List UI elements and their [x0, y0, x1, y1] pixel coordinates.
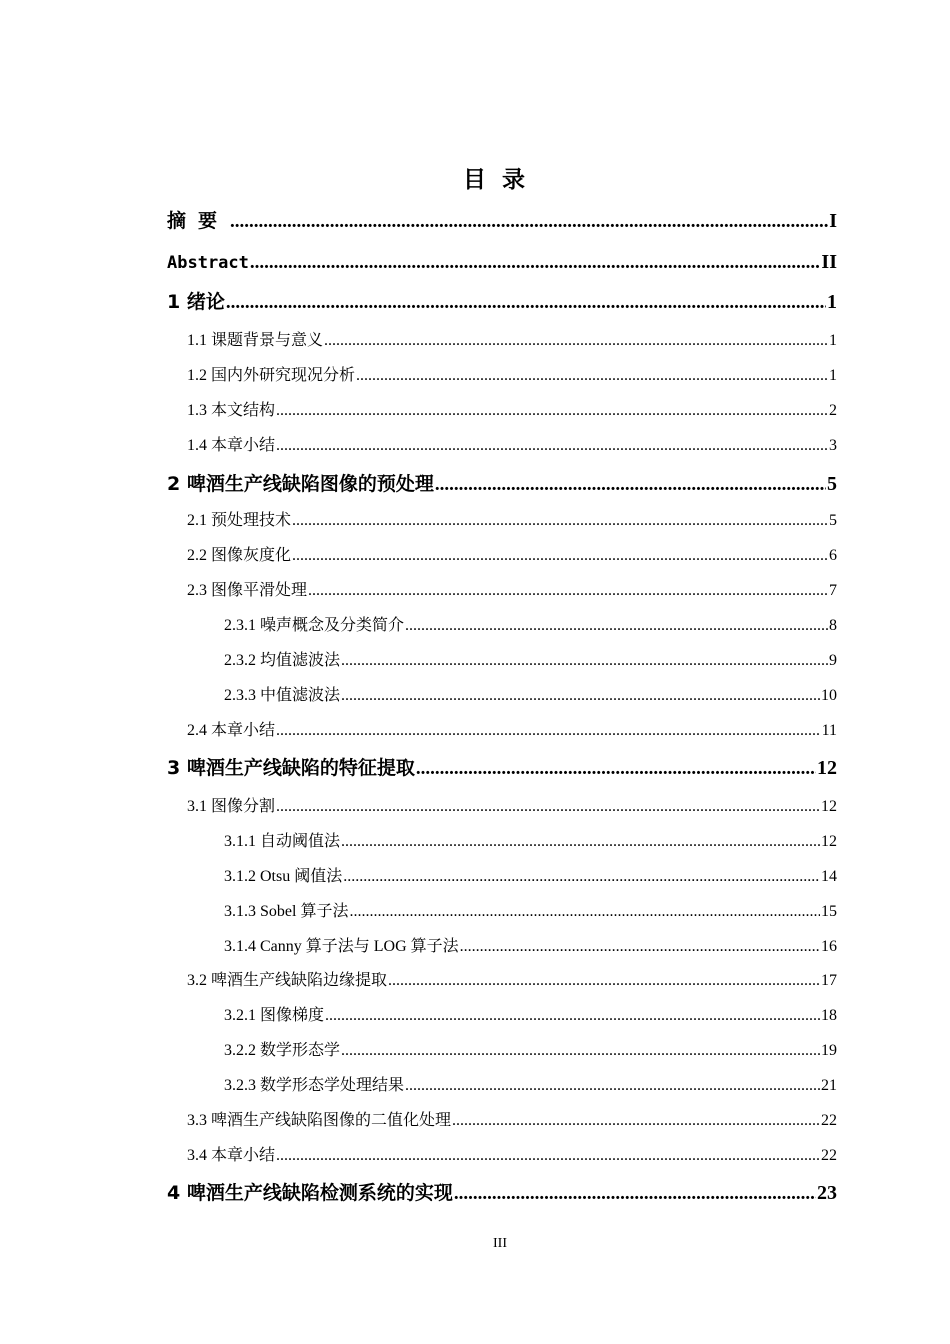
dot-leader: [292, 508, 828, 534]
toc-entry-chapter-2[interactable]: [167, 471, 837, 497]
toc-entry-section-2-2[interactable]: [187, 543, 837, 569]
toc-entry-page: 16: [821, 938, 837, 955]
toc-entry-chapter-4[interactable]: [167, 1180, 837, 1206]
toc-entry-page: 12: [817, 757, 837, 779]
toc-entry-label: 3.1 图像分割: [187, 798, 276, 815]
dot-leader: [388, 968, 820, 994]
dot-leader: [452, 1108, 820, 1134]
toc-entry-label: 3.4 本章小结: [187, 1147, 276, 1164]
dot-leader: [341, 1038, 820, 1064]
dot-leader: [226, 289, 826, 316]
page-number-footer: III: [493, 1236, 507, 1251]
toc-entry-page: 19: [821, 1042, 837, 1059]
dot-leader: [324, 328, 828, 354]
toc-title: 目录: [463, 167, 541, 193]
dot-leader: [276, 1143, 820, 1169]
toc-entry-label: 3.2 啤酒生产线缺陷边缘提取: [187, 972, 388, 989]
toc-entry-page: 12: [821, 833, 837, 850]
toc-entry-subsection-3-1-3[interactable]: [224, 899, 837, 925]
dot-leader: [460, 934, 820, 960]
toc-entry-subsection-2-3-3[interactable]: [224, 683, 837, 709]
toc-entry-label: 1 绪论: [167, 291, 225, 313]
toc-entry-section-1-2[interactable]: [187, 363, 837, 389]
toc-entry-label: 3.1.2 Otsu 阈值法: [224, 868, 343, 885]
toc-entry-page: 10: [821, 687, 837, 704]
toc-entry-page: I: [829, 210, 837, 232]
toc-entry-label: 1.3 本文结构: [187, 402, 276, 419]
toc-entry-chapter-3[interactable]: [167, 755, 837, 781]
toc-entry-page: 22: [821, 1112, 837, 1129]
toc-entry-page: 15: [821, 903, 837, 920]
toc-entry-label: 3.3 啤酒生产线缺陷图像的二值化处理: [187, 1112, 452, 1129]
toc-entry-label: Abstract: [167, 253, 249, 273]
dot-leader: [276, 794, 820, 820]
toc-entry-label: 3.1.4 Canny 算子法与 LOG 算子法: [224, 938, 459, 955]
toc-entry-label: 1.1 课题背景与意义: [187, 332, 324, 349]
toc-entry-label: 2.4 本章小结: [187, 722, 276, 739]
toc-entry-page: 3: [829, 437, 837, 454]
toc-entry-subsection-3-1-2[interactable]: [224, 864, 837, 890]
toc-entry-subsection-3-2-2[interactable]: [224, 1038, 837, 1064]
toc-entry-page: 1: [829, 367, 837, 384]
toc-entry-page: 1: [827, 291, 837, 313]
toc-entry-abstract-cn[interactable]: [167, 208, 837, 234]
toc-entry-subsection-3-2-1[interactable]: [224, 1003, 837, 1029]
toc-entry-label: 2.3.3 中值滤波法: [224, 687, 341, 704]
toc-entry-label: 3.2.3 数学形态学处理结果: [224, 1077, 405, 1094]
dot-leader: [292, 543, 828, 569]
toc-entry-label: 3.1.3 Sobel 算子法: [224, 903, 349, 920]
toc-entry-section-1-3[interactable]: [187, 398, 837, 424]
dot-leader: [405, 613, 828, 639]
toc-entry-page: 23: [817, 1182, 837, 1204]
toc-entry-page: 14: [821, 868, 837, 885]
toc-entry-label: 2.1 预处理技术: [187, 512, 292, 529]
dot-leader: [405, 1073, 820, 1099]
toc-entry-subsection-3-2-3[interactable]: [224, 1073, 837, 1099]
dot-leader: [276, 433, 828, 459]
toc-entry-page: 21: [821, 1077, 837, 1094]
toc-entry-subsection-2-3-2[interactable]: [224, 648, 837, 674]
dot-leader: [341, 829, 820, 855]
toc-entry-subsection-3-1-4[interactable]: [224, 934, 837, 960]
dot-leader: [250, 249, 821, 276]
toc-entry-page: 12: [821, 798, 837, 815]
dot-leader: [343, 864, 820, 890]
dot-leader: [416, 755, 816, 782]
toc-entry-label: 3.2.2 数学形态学: [224, 1042, 341, 1059]
toc-entry-page: 22: [821, 1147, 837, 1164]
dot-leader: [308, 578, 828, 604]
toc-entry-section-2-3[interactable]: [187, 578, 837, 604]
toc-entry-section-3-3[interactable]: [187, 1108, 837, 1134]
dot-leader: [435, 471, 826, 498]
toc-entry-abstract-en[interactable]: [167, 249, 837, 275]
toc-entry-label: 2.3.1 噪声概念及分类简介: [224, 617, 405, 634]
dot-leader: [276, 718, 821, 744]
toc-entry-subsection-3-1-1[interactable]: [224, 829, 837, 855]
toc-entry-label: 2 啤酒生产线缺陷图像的预处理: [167, 473, 434, 495]
dot-leader: [341, 683, 820, 709]
dot-leader: [230, 208, 828, 235]
toc-entry-page: 11: [821, 722, 837, 739]
toc-entry-section-3-2[interactable]: [187, 968, 837, 994]
toc-entry-page: 2: [829, 402, 837, 419]
toc-entry-page: 6: [829, 547, 837, 564]
toc-entry-section-2-4[interactable]: [187, 718, 837, 744]
toc-entry-label: 3 啤酒生产线缺陷的特征提取: [167, 757, 415, 779]
toc-entry-page: 1: [829, 332, 837, 349]
toc-entry-section-3-4[interactable]: [187, 1143, 837, 1169]
dot-leader: [341, 648, 828, 674]
toc-entry-section-1-4[interactable]: [187, 433, 837, 459]
toc-entry-label: 2.3 图像平滑处理: [187, 582, 308, 599]
toc-entry-section-3-1[interactable]: [187, 794, 837, 820]
toc-entry-section-1-1[interactable]: [187, 328, 837, 354]
toc-entry-label: 1.4 本章小结: [187, 437, 276, 454]
toc-entry-page: 7: [829, 582, 837, 599]
dot-leader: [356, 363, 828, 389]
toc-entry-label: 2.3.2 均值滤波法: [224, 652, 341, 669]
toc-entry-label: 3.2.1 图像梯度: [224, 1007, 325, 1024]
dot-leader: [454, 1180, 816, 1207]
toc-entry-label: 2.2 图像灰度化: [187, 547, 292, 564]
toc-entry-chapter-1[interactable]: [167, 289, 837, 315]
toc-entry-page: II: [821, 251, 837, 273]
toc-entry-page: 18: [821, 1007, 837, 1024]
toc-entry-page: 5: [827, 473, 837, 495]
toc-entry-section-2-1[interactable]: [187, 508, 837, 534]
toc-entry-page: 8: [829, 617, 837, 634]
toc-entry-page: 17: [821, 972, 837, 989]
toc-entry-label: 摘要: [167, 210, 230, 232]
toc-entry-label: 3.1.1 自动阈值法: [224, 833, 341, 850]
dot-leader: [325, 1003, 820, 1029]
toc-entry-page: 5: [829, 512, 837, 529]
dot-leader: [349, 899, 820, 925]
toc-entry-subsection-2-3-1[interactable]: [224, 613, 837, 639]
dot-leader: [276, 398, 828, 424]
toc-entry-label: 1.2 国内外研究现况分析: [187, 367, 356, 384]
toc-entry-label: 4 啤酒生产线缺陷检测系统的实现: [167, 1182, 453, 1204]
toc-entry-page: 9: [829, 652, 837, 669]
